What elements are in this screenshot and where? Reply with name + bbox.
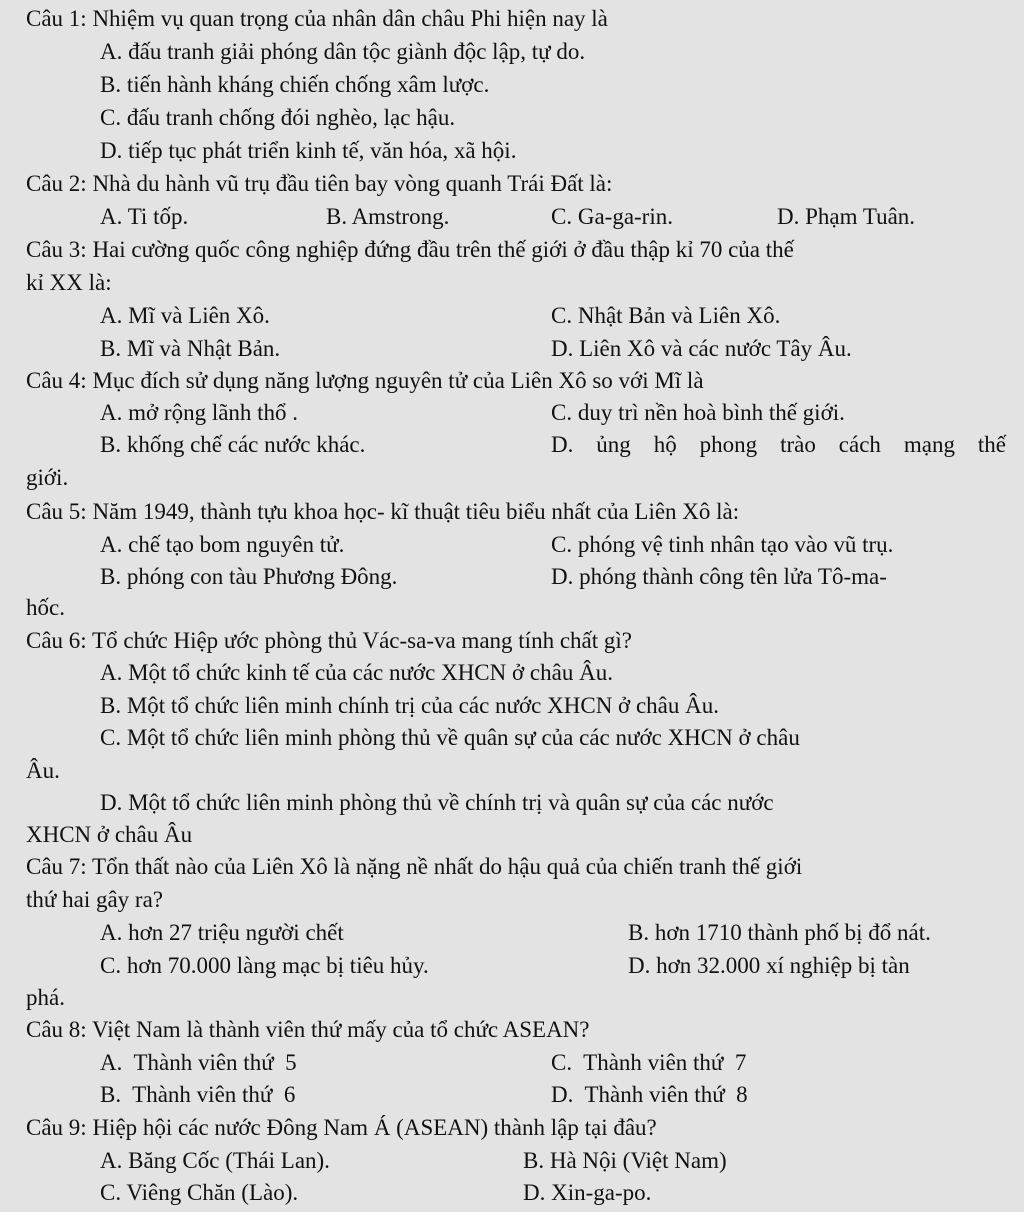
question-9-option-b: B. Hà Nội (Việt Nam) [523,1148,727,1173]
question-5-option-b: B. phóng con tàu Phương Đông. [100,564,398,589]
question-6-option-c-wrap: Âu. [26,758,60,783]
question-2-options [0,200,1024,233]
question-8-option-c: C. Thành viên thứ 7 [551,1050,747,1075]
question-8 [0,1013,1024,1046]
question-8-option-a: A. Thành viên thứ 5 [100,1050,297,1075]
question-8-options-row1 [0,1046,1024,1079]
question-8-options-row2 [0,1078,1024,1111]
question-7-options-row2 [0,949,1024,982]
question-6-option-a: A. Một tổ chức kinh tế của các nước XHCN ở châu Âu. [100,660,613,685]
question-3-option-d: D. Liên Xô và các nước Tây Âu. [551,336,852,361]
question-4-option-a: A. mở rộng lãnh thổ . [100,400,299,425]
question-5 [0,495,1024,528]
question-4-option-d: D. ủng hộ phong trào cách mạng thế [551,432,1006,457]
question-7-stem-wrap [0,883,1024,916]
question-3-option-a: A. Mĩ và Liên Xô. [100,303,270,328]
question-1-stem: Câu 1: Nhiệm vụ quan trọng của nhân dân châu Phi hiện nay là [26,6,608,31]
question-3-option-b: B. Mĩ và Nhật Bản. [100,336,281,361]
question-9-options-row2 [0,1176,1024,1209]
question-9-options-row1 [0,1144,1024,1177]
question-5-option-d: D. phóng thành công tên lửa Tô-ma- [551,564,887,589]
question-4-option-c: C. duy trì nền hoà bình thế giới. [551,400,845,425]
question-3-stem-wrap [0,266,1024,299]
question-5-option-d-wrap: hốc. [26,595,65,620]
question-7-option-b: B. hơn 1710 thành phố bị đổ nát. [628,920,931,945]
question-4-options-row2 [0,428,1024,461]
question-7-stem-line1: Câu 7: Tổn thất nào của Liên Xô là nặng nề nhất do hậu quả của chiến tranh thế giới [26,854,803,879]
question-4-stem: Câu 4: Mục đích sử dụng năng lượng nguyên tử của Liên Xô so với Mĩ là [26,368,704,393]
question-9-option-d: D. Xin-ga-po. [523,1180,652,1205]
question-2-option-c: C. Ga-ga-rin. [551,204,673,229]
question-1 [0,2,1024,35]
question-1-option-b: B. tiến hành kháng chiến chống xâm lược. [100,72,490,97]
question-1-option-c: C. đấu tranh chống đói nghèo, lạc hậu. [100,105,456,130]
question-2-option-d: D. Phạm Tuân. [777,204,916,229]
question-6-option-d: D. Một tổ chức liên minh phòng thủ về chính trị và quân sự của các nước [100,790,774,815]
question-5-option-a: A. chế tạo bom nguyên tử. [100,532,345,557]
question-6 [0,624,1024,657]
question-3-options-row2 [0,332,1024,365]
question-7 [0,850,1024,883]
question-3 [0,233,1024,266]
question-6-option-b: B. Một tổ chức liên minh chính trị của các nước XHCN ở châu Âu. [100,693,720,718]
question-2 [0,167,1024,200]
question-3-option-c: C. Nhật Bản và Liên Xô. [551,303,781,328]
question-9-option-c: C. Viêng Chăn (Lào). [100,1180,299,1205]
question-5-options-row1 [0,528,1024,561]
question-7-option-d-wrap: phá. [26,985,65,1010]
question-6-stem: Câu 6: Tổ chức Hiệp ước phòng thủ Vác-sa-va mang tính chất gì? [26,628,632,653]
question-4-option-d-wrap: giới. [26,465,69,490]
question-2-option-b: B. Amstrong. [326,204,450,229]
question-7-options-row1 [0,916,1024,949]
question-5-stem: Câu 5: Năm 1949, thành tựu khoa học- kĩ thuật tiêu biểu nhất của Liên Xô là: [26,499,740,524]
question-8-stem: Câu 8: Việt Nam là thành viên thứ mấy của tổ chức ASEAN? [26,1017,590,1042]
question-7-option-d: D. hơn 32.000 xí nghiệp bị tàn [628,953,910,978]
question-5-options-row2 [0,560,1024,593]
question-6-option-d-wrap: XHCN ở châu Âu [26,822,193,847]
question-9-option-a: A. Băng Cốc (Thái Lan). [100,1148,330,1173]
question-3-options-row1 [0,299,1024,332]
question-8-option-b: B. Thành viên thứ 6 [100,1082,296,1107]
question-3-stem-line2: kỉ XX là: [26,270,112,295]
question-1-option-a: A. đấu tranh giải phóng dân tộc giành độc lập, tự do. [100,39,586,64]
question-7-stem-line2: thứ hai gây ra? [26,887,163,912]
question-5-option-c: C. phóng vệ tinh nhân tạo vào vũ trụ. [551,532,894,557]
question-4-option-b: B. khống chế các nước khác. [100,432,366,457]
question-6-option-c: C. Một tổ chức liên minh phòng thủ về quân sự của các nước XHCN ở châu [100,725,800,750]
question-2-stem: Câu 2: Nhà du hành vũ trụ đầu tiên bay vòng quanh Trái Đất là: [26,171,613,196]
question-2-option-a: A. Ti tốp. [100,204,189,229]
question-4 [0,364,1024,397]
question-1-option-d: D. tiếp tục phát triển kinh tế, văn hóa, xã hội. [100,138,517,163]
question-7-option-c: C. hơn 70.000 làng mạc bị tiêu hủy. [100,953,429,978]
question-7-option-a: A. hơn 27 triệu người chết [100,920,344,945]
question-4-options-row1 [0,396,1024,429]
question-9-stem: Câu 9: Hiệp hội các nước Đông Nam Á (ASEAN) thành lập tại đâu? [26,1115,657,1140]
question-9 [0,1111,1024,1144]
question-3-stem-line1: Câu 3: Hai cường quốc công nghiệp đứng đầu trên thế giới ở đầu thập kỉ 70 của thế [26,237,794,262]
question-8-option-d: D. Thành viên thứ 8 [551,1082,748,1107]
